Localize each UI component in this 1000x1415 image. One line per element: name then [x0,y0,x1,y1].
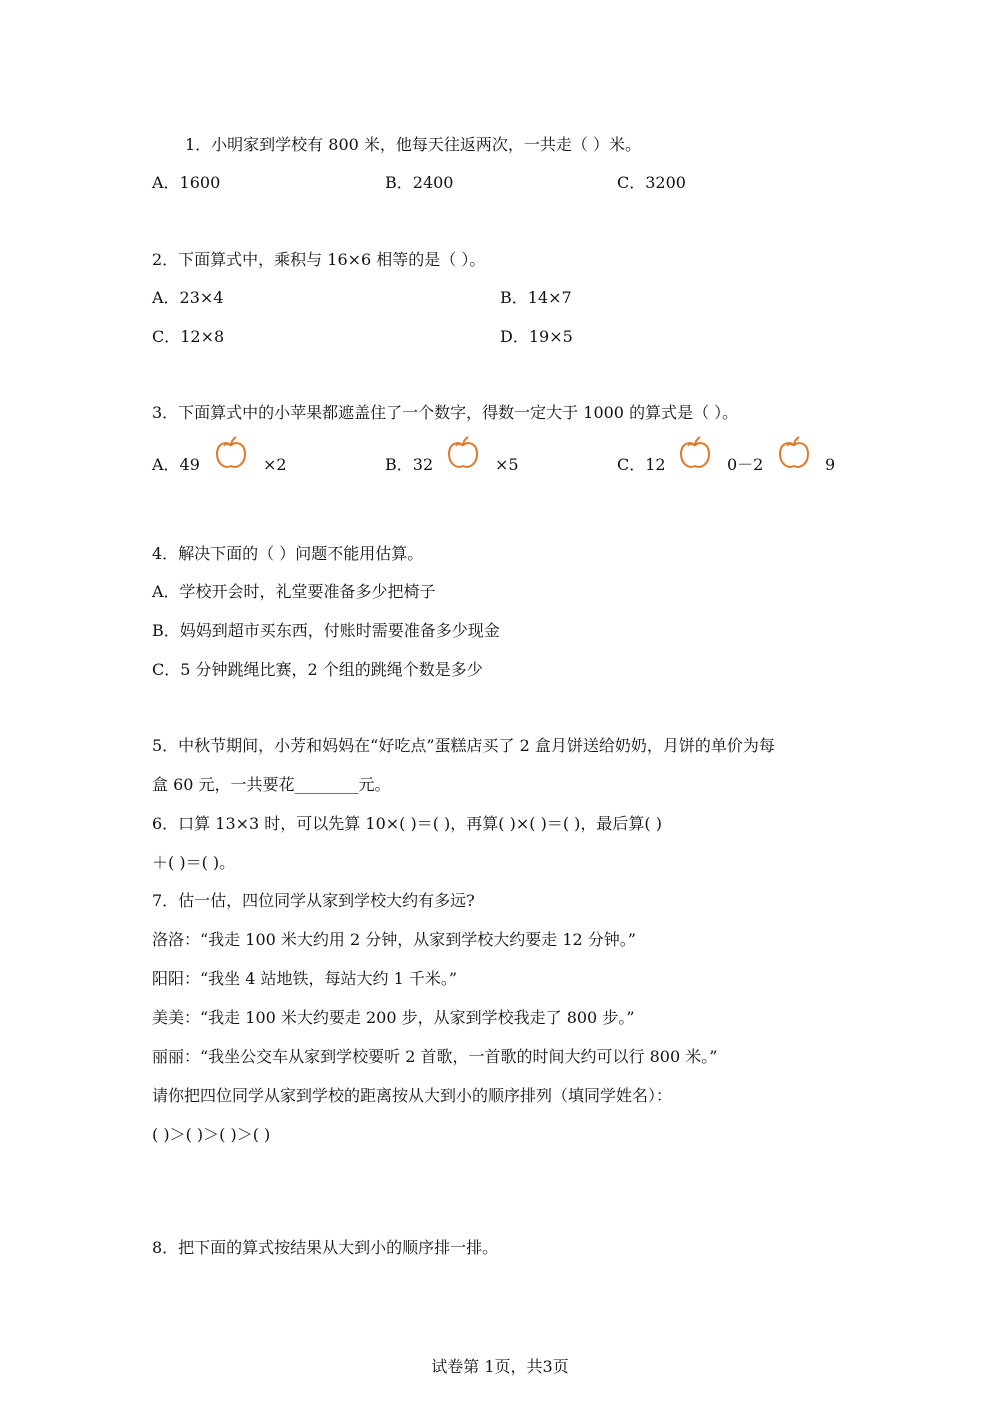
apple-icon [777,436,811,472]
q7-line-luoluo: 洛洛：“我走 100 米大约用 2 分钟，从家到学校大约要走 12 分钟。” [152,930,636,949]
q2-stem: 2．下面算式中，乘积与 16×6 相等的是（ ）。 [152,250,486,269]
q3-option-b-suffix: ×5 [495,455,519,474]
q8-stem: 8．把下面的算式按结果从大到小的顺序排一排。 [152,1238,499,1257]
q7-stem: 7．估一估，四位同学从家到学校大约有多远? [152,891,475,910]
q7-answer-blanks: ( )＞( )＞( )＞( ) [152,1125,271,1144]
apple-icon [446,436,480,472]
q1-option-a: A．1600 [152,173,221,192]
q2-option-a: A．23×4 [152,288,224,307]
q3-option-c-prefix: C．12 [617,455,666,474]
q4-option-a: A．学校开会时，礼堂要准备多少把椅子 [152,582,436,601]
q2-option-b: B．14×7 [500,288,572,307]
q3-stem: 3．下面算式中的小苹果都遮盖住了一个数字，得数一定大于 1000 的算式是（ ）。 [152,403,739,422]
q2-option-d: D．19×5 [500,327,573,346]
q3-option-b-prefix: B．32 [385,455,434,474]
q1-option-b: B．2400 [385,173,454,192]
q3-option-a-suffix: ×2 [263,455,287,474]
q1-stem: 1．小明家到学校有 800 米，他每天往返两次，一共走（ ）米。 [185,135,641,154]
q7-line-lili: 丽丽：“我坐公交车从家到学校要听 2 首歌，一首歌的时间大约可以行 800 米。” [152,1047,718,1066]
q4-option-c: C．5 分钟跳绳比赛，2 个组的跳绳个数是多少 [152,660,483,679]
q6-line-1: 6．口算 13×3 时，可以先算 10×( )＝( )，再算( )×( )＝( )，最后算( ) [152,814,662,833]
q3-option-c-middle: 0－2 [727,455,764,474]
q6-line-2: ＋( )＝( )。 [152,853,236,872]
q2-option-c: C．12×8 [152,327,225,346]
apple-icon [214,436,248,472]
q1-option-c: C．3200 [617,173,686,192]
q7-instruction: 请你把四位同学从家到学校的距离按从大到小的顺序排列（填同学姓名）： [152,1086,673,1105]
q5-line-1: 5．中秋节期间，小芳和妈妈在“好吃点”蛋糕店买了 2 盒月饼送给奶奶，月饼的单价为每 [152,736,775,755]
page-footer: 试卷第 1页，共3页 [431,1357,569,1376]
q4-option-b: B．妈妈到超市买东西，付账时需要准备多少现金 [152,621,500,640]
q3-option-c-suffix: 9 [825,455,836,474]
q4-stem: 4．解决下面的（ ）问题不能用估算。 [152,544,424,563]
q7-line-meimei: 美美：“我走 100 米大约要走 200 步，从家到学校我走了 800 步。” [152,1008,635,1027]
q7-line-yangyang: 阳阳：“我坐 4 站地铁，每站大约 1 千米。” [152,969,458,988]
q5-line-2: 盒 60 元，一共要花________元。 [152,775,391,794]
q3-option-a-prefix: A．49 [152,455,200,474]
apple-icon [678,436,712,472]
